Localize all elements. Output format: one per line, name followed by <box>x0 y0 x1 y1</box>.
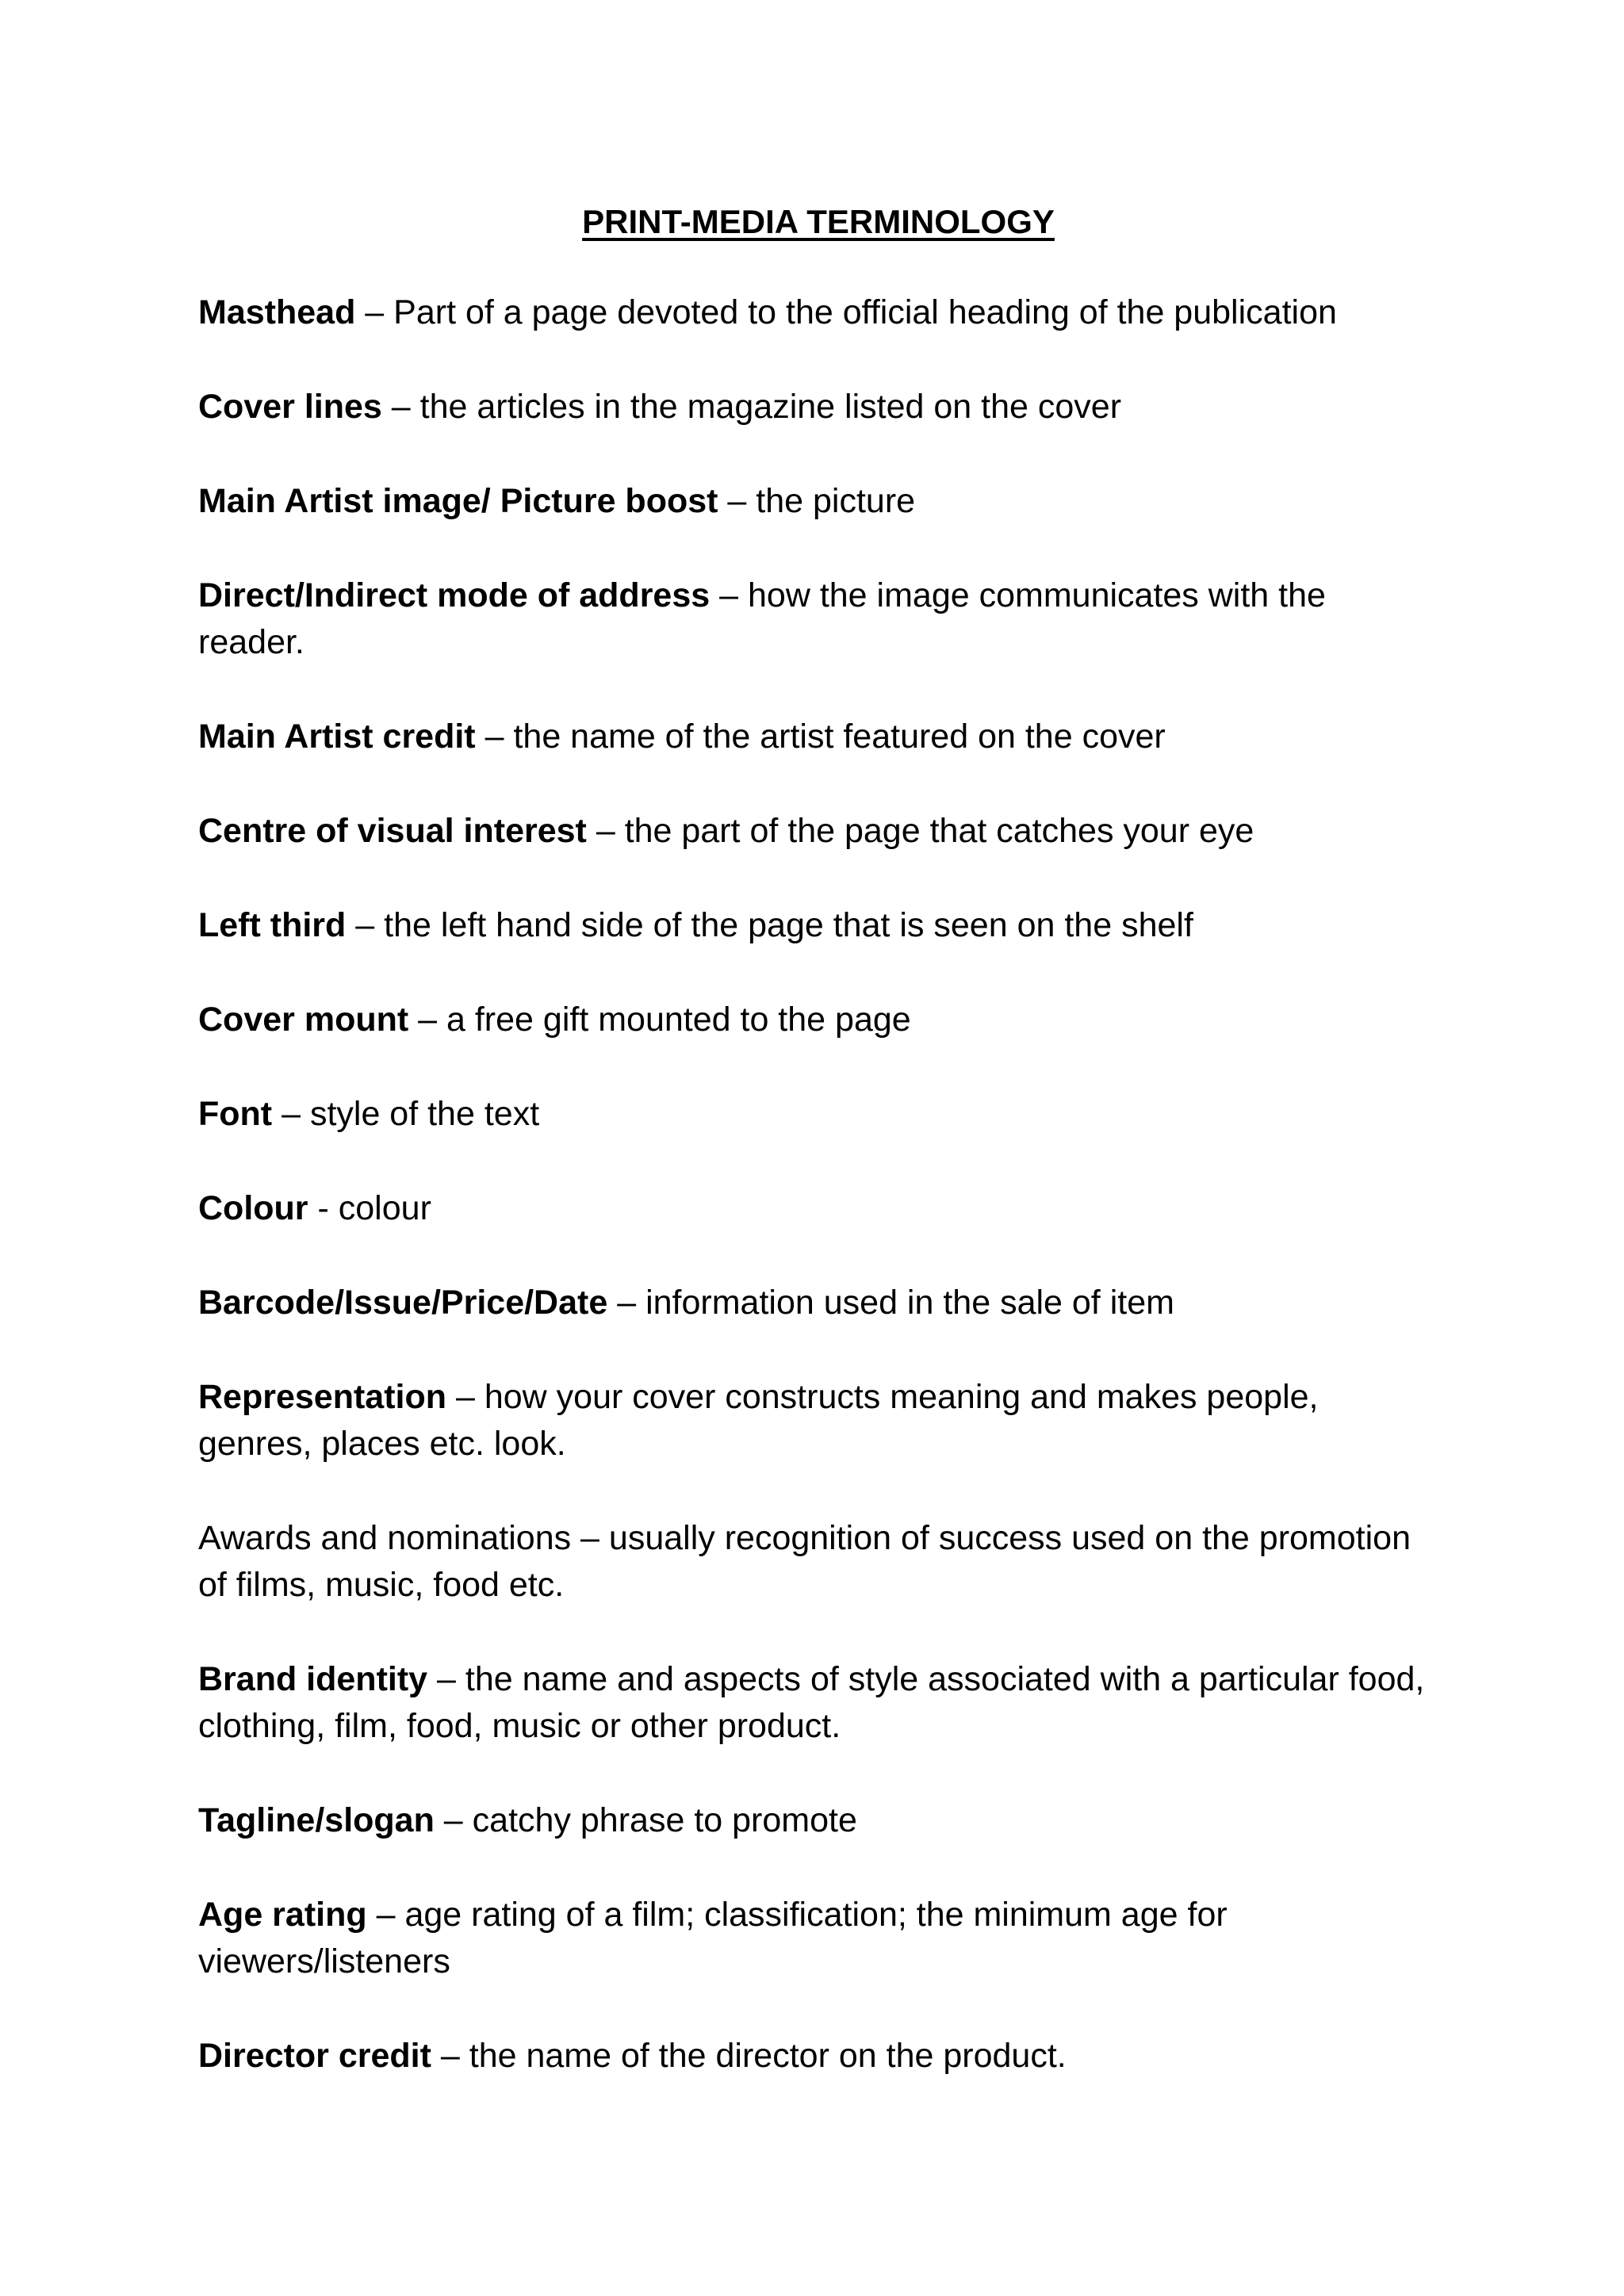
term-label: Brand identity <box>198 1660 428 1698</box>
term-separator: – <box>607 1284 646 1322</box>
term-definition: the picture <box>756 482 916 520</box>
term-entry-masthead <box>198 289 1435 336</box>
term-definition: Awards and nominations – usually recognition of success used on the promotion of films, music, food etc. <box>198 1519 1411 1604</box>
term-separator: – <box>366 1896 405 1934</box>
term-label: Director credit <box>198 2037 431 2075</box>
term-definition: a free gift mounted to the page <box>446 1001 911 1039</box>
term-label: Barcode/Issue/Price/Date <box>198 1284 608 1322</box>
term-entry-awards-and-nominations <box>198 1515 1435 1609</box>
term-definition: how the image communicates with the reader. <box>198 576 1326 661</box>
term-label: Main Artist credit <box>198 718 476 756</box>
term-entry-font <box>198 1091 1435 1138</box>
term-entry-main-artist-credit <box>198 714 1435 760</box>
term-entry-cover-mount <box>198 997 1435 1043</box>
term-label: Cover mount <box>198 1001 409 1039</box>
term-definition: how your cover constructs meaning and makes people, genres, places etc. look. <box>198 1378 1319 1463</box>
term-separator: – <box>381 388 420 426</box>
term-separator: - <box>308 1189 339 1227</box>
term-label: Colour <box>198 1189 308 1227</box>
term-entry-cover-lines <box>198 384 1435 430</box>
term-separator: – <box>586 812 625 850</box>
term-definition: age rating of a film; classification; the minimum age for viewers/listeners <box>198 1896 1228 1980</box>
term-entry-age-rating <box>198 1892 1435 1985</box>
term-separator: – <box>434 1801 473 1839</box>
terminology-list <box>198 289 1435 2127</box>
term-definition: the left hand side of the page that is seen on the shelf <box>384 906 1193 944</box>
term-separator: – <box>272 1095 310 1133</box>
term-entry-barcode-issue-price-date <box>198 1280 1435 1326</box>
term-label: Representation <box>198 1378 447 1416</box>
term-label: Left third <box>198 906 347 944</box>
term-label: Centre of visual interest <box>198 812 587 850</box>
term-definition: the name of the director on the product. <box>469 2037 1067 2075</box>
term-entry-director-credit <box>198 2033 1435 2080</box>
term-entry-colour <box>198 1185 1435 1232</box>
term-label: Age rating <box>198 1896 367 1934</box>
term-definition: catchy phrase to promote <box>472 1801 857 1839</box>
term-entry-centre-of-visual-interest <box>198 808 1435 855</box>
term-entry-left-third <box>198 902 1435 949</box>
term-definition: the name and aspects of style associated with a particular food, clothing, film, food, music or other product. <box>198 1660 1425 1745</box>
term-entry-brand-identity <box>198 1656 1435 1750</box>
term-entry-representation <box>198 1374 1435 1468</box>
term-separator: – <box>475 718 514 756</box>
term-entry-mode-of-address <box>198 572 1435 666</box>
term-label: Direct/Indirect mode of address <box>198 576 710 614</box>
term-label: Main Artist image/ Picture boost <box>198 482 718 520</box>
term-entry-tagline-slogan <box>198 1797 1435 1844</box>
term-separator: – <box>446 1378 485 1416</box>
term-definition: the articles in the magazine listed on the cover <box>419 388 1122 426</box>
term-separator: – <box>427 1660 465 1698</box>
term-definition: colour <box>338 1189 431 1227</box>
term-definition: Part of a page devoted to the official heading of the publication <box>393 293 1337 331</box>
term-separator: – <box>431 2037 469 2075</box>
term-label: Cover lines <box>198 388 382 426</box>
term-label: Tagline/slogan <box>198 1801 435 1839</box>
term-separator: – <box>408 1001 446 1039</box>
term-definition: the part of the page that catches your eye <box>624 812 1254 850</box>
term-separator: – <box>710 576 748 614</box>
term-label: Font <box>198 1095 273 1133</box>
term-definition: the name of the artist featured on the cover <box>513 718 1166 756</box>
document-title: PRINT-MEDIA TERMINOLOGY <box>582 203 1055 240</box>
term-definition: style of the text <box>309 1095 540 1133</box>
term-separator: – <box>346 906 385 944</box>
term-label: Masthead <box>198 293 356 331</box>
term-separator: – <box>718 482 756 520</box>
term-entry-main-artist-image <box>198 478 1435 525</box>
term-separator: – <box>355 293 394 331</box>
term-definition: information used in the sale of item <box>645 1284 1174 1322</box>
